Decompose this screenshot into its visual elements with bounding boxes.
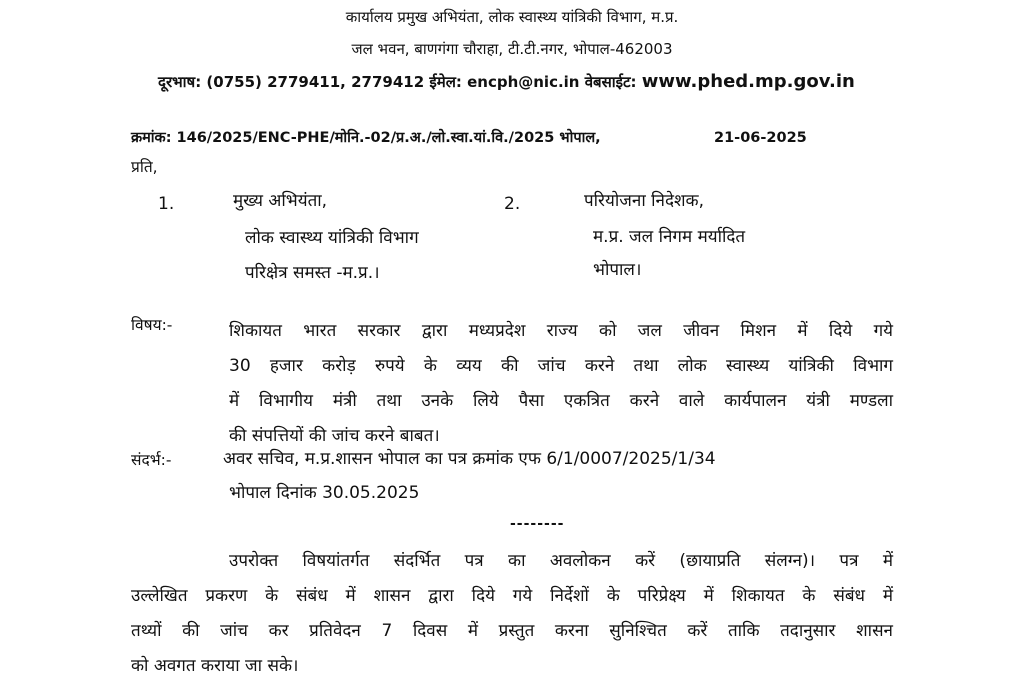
recipient-2-line-1: परियोजना निदेशक,: [584, 191, 705, 211]
subject-label: विषय:-: [131, 316, 173, 334]
subject-text: [229, 314, 893, 454]
office-address: जल भवन, बाणगंगा चौराहा, टी.टी.नगर, भोपाल-462003: [351, 40, 673, 58]
recipient-1-line-2: लोक स्वास्थ्य यांत्रिकी विभाग: [245, 228, 419, 248]
body-line-2: उल्लेखित प्रकरण के संबंध में शासन द्वारा दिये गये निर्देशों के परिप्रेक्ष्य में शिकायत के संबंध में: [131, 586, 893, 606]
letter-date: 21-06-2025: [714, 130, 807, 146]
office-name-heading: कार्यालय प्रमुख अभियंता, लोक स्वास्थ्य यांत्रिकी विभाग, म.प्र.: [345, 8, 679, 26]
reference-number: क्रमांक: 146/2025/ENC-PHE/मोनि.-02/प्र.अ./लो.स्वा.यां.वि./2025 भोपाल,: [131, 130, 601, 146]
subject-line-3: में विभागीय मंत्री तथा उनके लिये पैसा एकत्रित करने वाले कार्यपालन यंत्री मण्डला: [229, 391, 893, 411]
recipient-2-line-3: भोपाल।: [593, 260, 642, 280]
subject-line-4: की संपत्तियों की जांच करने बाबत।: [229, 426, 440, 446]
recipient-2-line-2: म.प्र. जल निगम मर्यादित: [593, 227, 746, 247]
body-paragraph: [131, 544, 893, 684]
subject-line-2: 30 हजार करोड़ रुपये के व्यय की जांच करने तथा लोक स्वास्थ्य यांत्रिकी विभाग: [229, 356, 893, 376]
reference-line-1: अवर सचिव, म.प्र.शासन भोपाल का पत्र क्रमांक एफ 6/1/0007/2025/1/34: [223, 449, 716, 469]
website-link: www.phed.mp.gov.in: [641, 71, 855, 92]
to-label: प्रति,: [131, 158, 158, 176]
subject-line-1: शिकायत भारत सरकार द्वारा मध्यप्रदेश राज्य को जल जीवन मिशन में दिये गये: [229, 321, 893, 341]
section-divider: --------: [510, 516, 565, 532]
body-line-4: को अवगत कराया जा सके।: [131, 656, 299, 676]
reference-label: संदर्भ:-: [131, 451, 172, 469]
body-line-1: उपरोक्त विषयांतर्गत संदर्भित पत्र का अवलोकन करें (छायाप्रति संलग्न)। पत्र में: [229, 551, 893, 571]
reference-line-2: भोपाल दिनांक 30.05.2025: [229, 483, 420, 503]
recipient-2-number: 2.: [504, 194, 521, 214]
recipient-1-line-1: मुख्य अभियंता,: [233, 191, 328, 211]
contact-line: [158, 73, 855, 91]
body-line-3: तथ्यों की जांच कर प्रतिवेदन 7 दिवस में प्रस्तुत करना सुनिश्चित करें ताकि तदानुसार शासन: [131, 621, 893, 641]
recipient-1-line-3: परिक्षेत्र समस्त -म.प्र.।: [245, 263, 380, 283]
recipient-1-number: 1.: [158, 194, 175, 214]
contact-details: दूरभाष: (0755) 2779411, 2779412 ईमेल: encph@nic.in वेबसाईट:: [158, 73, 637, 91]
